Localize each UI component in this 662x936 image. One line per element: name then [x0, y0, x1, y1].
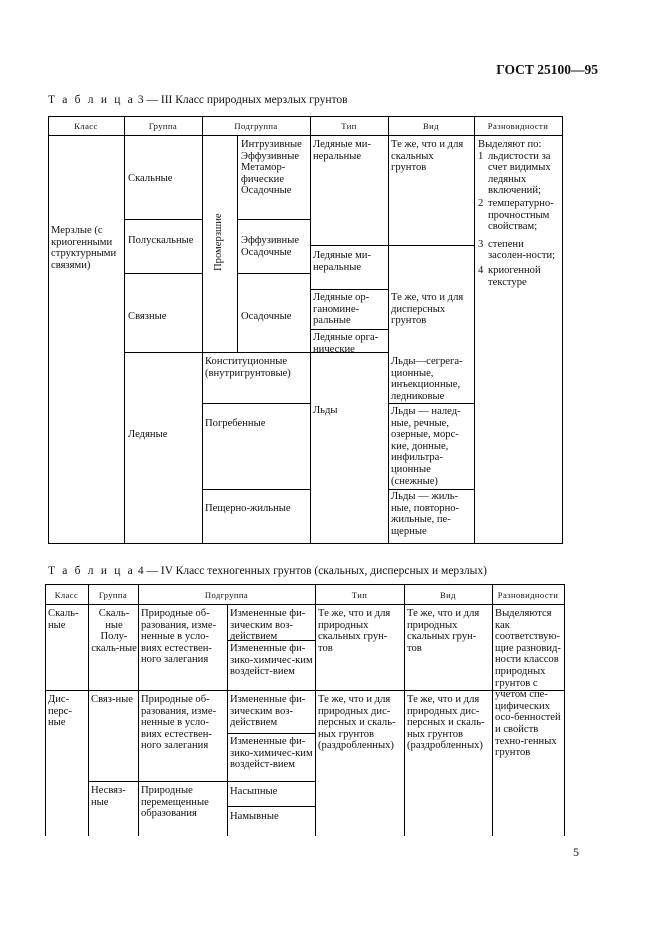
table3-sub-svyaz: Осадочные: [241, 311, 292, 322]
table3-kind-3: Льды—сегрега-ционные, инъекционные, ледниковые: [391, 356, 463, 402]
table3-kind-1: Те же, что и для скальных грунтов: [391, 139, 464, 174]
table4-header-group: Группа: [98, 590, 128, 600]
table4-group-skal: Скаль-ные Полу-скаль-ные: [91, 608, 137, 654]
table3-kind-2: Те же, что и для дисперсных грунтов: [391, 292, 464, 327]
table4-sub-chem-1: Измененные фи-зико-химичес-ким воздейст-вием: [230, 643, 313, 678]
table4-group-svyaz: Связ-ные: [91, 694, 134, 705]
table4-sub-natural-2: Природные об-разования, изме-ненные в усло-виях естествен-ного залегания: [141, 694, 217, 752]
table4-sub-chem-2: Измененные фи-зико-химичес-ким воздейст-вием: [230, 736, 313, 771]
table3-type-2: Ледяные ми-неральные: [313, 250, 371, 273]
table3-variants-intro: Выделяют по:: [478, 139, 542, 150]
table3-header-variants: Разновидности: [487, 121, 549, 131]
table3-variant-1: [478, 151, 560, 197]
table4-variants: Выделяются как соответствую-щие разновид-ности классов природных грунтов с учетом спе-цифических осо-бенностей и свойств техно-генных грунтов: [495, 608, 561, 759]
table3-variant-4-num: 4: [478, 264, 484, 276]
table3-type-1: Ледяные ми-неральные: [313, 139, 371, 162]
table3-variant-1-num: 1: [478, 150, 484, 162]
table4-header-variants: Разновидности: [497, 590, 559, 600]
table3-header-subgroup: Подгруппа: [234, 121, 278, 131]
table3-kind-4: Льды — налед-ные, речные, озерные, морс-кие, донные, инфильтра-ционные (снежные): [391, 406, 461, 487]
table4-sub-phys-1: Измененные фи-зическим воз-действием: [230, 608, 306, 643]
table3-promerzshie-label: Промерзшие: [213, 213, 224, 271]
table4-header-type: Тип: [351, 590, 368, 600]
page-number: 5: [573, 845, 579, 859]
table3-variant-4-text: криогенной текстуре: [488, 264, 541, 288]
table3-header-kind: Вид: [423, 121, 439, 131]
table3-group-skal: Скальные: [128, 173, 173, 184]
table3-group-ledyanye: Ледяные: [128, 429, 168, 440]
table4-header-kind: Вид: [440, 590, 456, 600]
table4-class-disp: Дис-перс-ные: [48, 694, 72, 729]
table3-header-group: Группа: [148, 121, 178, 131]
table3-type-5: Льды: [313, 405, 338, 416]
table4-header-subgroup: Подгруппа: [204, 590, 249, 600]
table3-sub-poluskal: Эффузивные Осадочные: [241, 235, 300, 258]
table4-sub-natural-1: Природные об-разования, изме-ненные в усло-виях естествен-ного залегания: [141, 608, 217, 666]
table3-variant-2: [478, 198, 560, 233]
table3-kind-5: Льды — жиль-ные, повторно-жильные, пе-щерные: [391, 491, 460, 537]
table3-variant-4: [478, 265, 560, 288]
table4-type-1: Те же, что и для природных скальных грун-тов: [318, 608, 391, 654]
table3-variant-2-num: 2: [478, 197, 484, 209]
table3-variant-3-num: 3: [478, 238, 484, 250]
table4-sub-phys-2: Измененные фи-зическим воз-действием: [230, 694, 306, 729]
table3-group-poluskal: Полускальные: [128, 235, 194, 246]
table4-class-skal: Скаль-ные: [48, 608, 79, 631]
table3-sub-konst: Конституционные (внутригрунтовые): [205, 356, 291, 379]
table3-caption-text: 3 — III Класс природных мерзлых грунтов: [137, 94, 348, 106]
table3-header-type: Тип: [341, 121, 357, 131]
table4-sub-moved: Природные перемещенные образования: [141, 785, 209, 820]
table3-class-cell: Мерзлые (с криогенными структурными связями): [51, 225, 117, 271]
table3-sub-skal: Интрузивные Эффузивные Метамор-фические Осадочные: [241, 139, 302, 197]
table4-caption-text: 4 — IV Класс техногенных грунтов (скальных, дисперсных и мерзлых): [137, 565, 487, 577]
table4-header-class: Класс: [54, 590, 79, 600]
table4-caption-label: Т а б л и ц а: [48, 565, 135, 577]
table3-type-4: Ледяные орга-нические: [313, 332, 379, 355]
table3-variants: [478, 139, 560, 288]
table3-variant-2-text: температурно-прочностным свойствам;: [488, 197, 554, 233]
table3-caption-label: Т а б л и ц а: [48, 94, 135, 106]
standard-header: ГОСТ 25100—95: [496, 62, 598, 77]
table3-variant-1-text: льдистости за счет видимых ледяных включений;: [488, 150, 551, 197]
table4-sub-namyv: Намывные: [230, 811, 279, 822]
table4-kind-1: Те же, что и для природных скальных грун-тов: [407, 608, 480, 654]
table3-type-3: Ледяные ор-ганомине-ральные: [313, 292, 370, 327]
table4-type-2: Те же, что и для природных дис-персных и скаль-ных грунтов (раздробленных): [318, 694, 396, 752]
table4-group-nesvyaz: Несвяз-ные: [91, 785, 126, 808]
table4-kind-2: Те же, что и для природных дис-персных и скаль-ных грунтов (раздробленных): [407, 694, 485, 752]
table4-caption: [48, 565, 487, 577]
table3-header-class: Класс: [74, 121, 98, 131]
table3-sub-pogreb: Погребенные: [205, 418, 266, 429]
table3-variant-3: [478, 239, 560, 262]
table3-variant-3-text: степени засолен-ности;: [488, 238, 556, 262]
table3-group-svyaz: Связные: [128, 311, 167, 322]
table3-sub-pescher: Пещерно-жильные: [205, 503, 291, 514]
table4-sub-nasyp: Насыпные: [230, 786, 278, 797]
table3-caption: [48, 94, 348, 106]
